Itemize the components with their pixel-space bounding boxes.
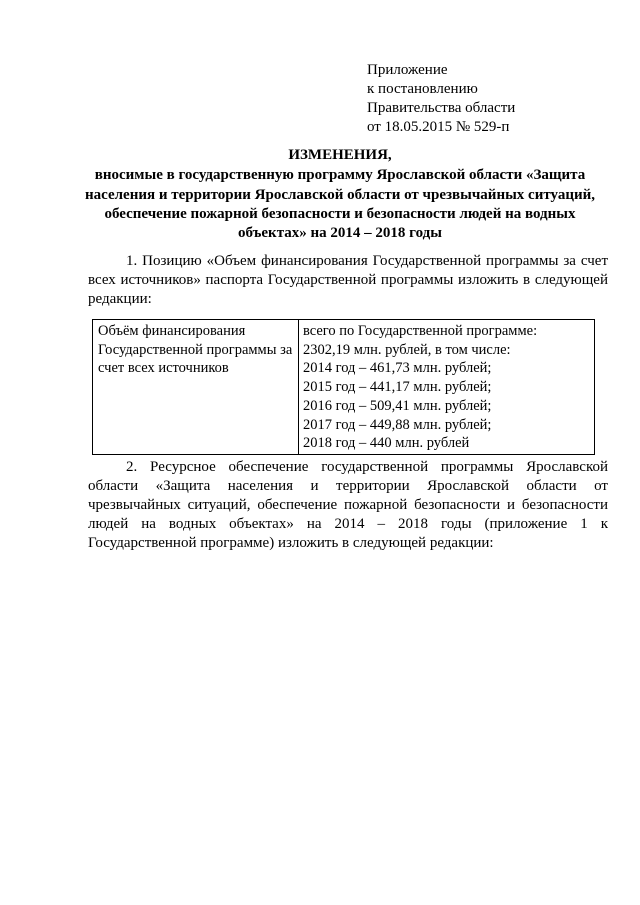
financing-line: 2015 год – 441,17 млн. рублей; [303,379,492,396]
document-title [70,146,610,243]
financing-table [92,319,595,455]
table-row [93,320,595,455]
attachment-line: Правительства области [367,100,516,116]
title-heading: ИЗМЕНЕНИЯ, [288,147,392,163]
financing-value-cell [299,320,595,455]
attachment-line: Приложение [367,62,448,78]
financing-line: 2018 год – 440 млн. рублей [303,435,470,452]
attachment-note [367,61,515,137]
financing-line: 2017 год – 449,88 млн. рублей; [303,416,492,433]
financing-line: 2302,19 млн. рублей, в том числе: [303,341,511,358]
paragraph-2: 2. Ресурсное обеспечение государственной программы Ярославской области «Защита населения и территории Ярославской области от чрезвычайных ситуаций, обеспечение пожарной безопасности и безопасности людей на водных объектах» на 2014 – 2018 годы (приложение 1 к Государственной программе) изложить в следующей редакции: [88,459,608,551]
financing-line: 2016 год – 509,41 млн. рублей; [303,397,492,414]
financing-line: всего по Государственной программе: [303,323,538,339]
financing-line: 2014 год – 461,73 млн. рублей; [303,360,492,377]
paragraph-1: 1. Позицию «Объем финансирования Государственной программы за счет всех источников» паспорта Государственной программы изложить в следующей редакции: [88,253,608,307]
financing-label-cell: Объём финансирования Государственной программы за счет всех источников [93,320,299,455]
attachment-line: к постановлению [367,81,478,97]
attachment-line: от 18.05.2015 № 529-п [367,119,510,135]
title-subtitle: вносимые в государственную программу Ярославской области «Защита населения и территории Ярославской области от чрезвычайных ситуаций, обеспечение пожарной безопасности и безопасности людей на водных объектах» на 2014 – 2018 годы [84,167,596,242]
